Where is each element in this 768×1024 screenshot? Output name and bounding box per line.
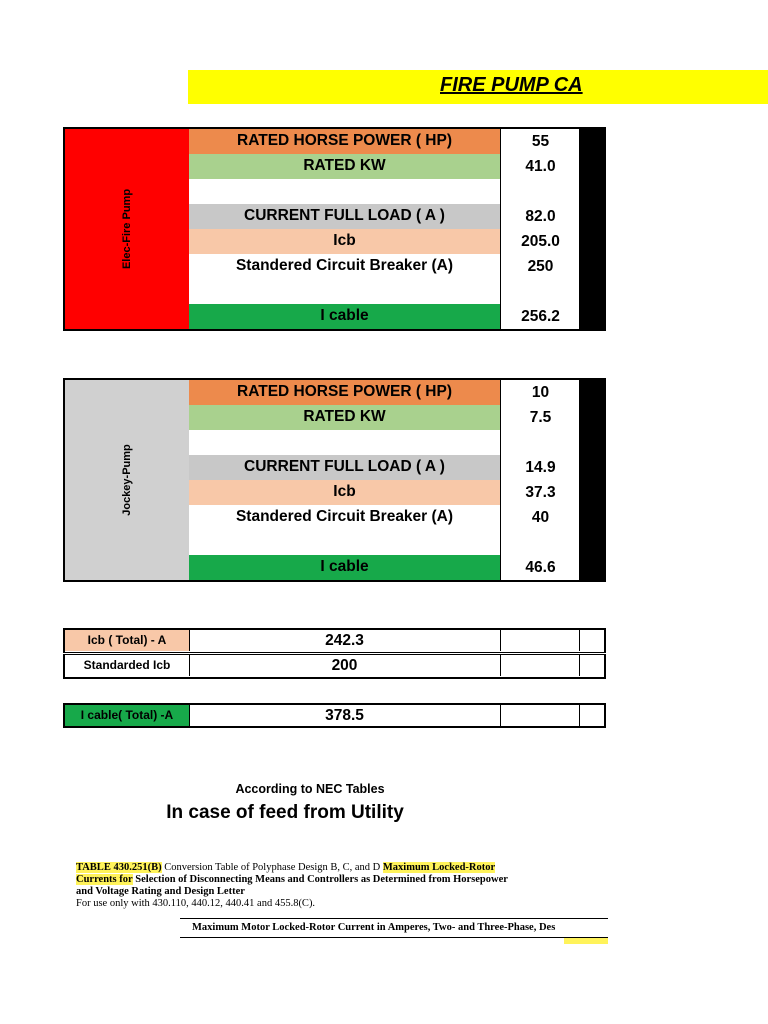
row-value: 250 [500, 254, 580, 280]
icb-total-value: 242.3 [189, 630, 501, 651]
nec-line1-highlight: Maximum Locked-Rotor [382, 862, 496, 873]
row-label: Standered Circuit Breaker (A) [189, 254, 501, 280]
row-label [189, 430, 501, 456]
empty-cell [500, 655, 580, 676]
row-value [500, 179, 580, 205]
empty-cell [579, 705, 606, 726]
table-row [189, 480, 579, 505]
table-row [189, 430, 579, 455]
empty-cell [500, 630, 580, 651]
elec-pump-label-text: Elec-Fire Pump [121, 188, 133, 270]
nec-line1-text: Conversion Table of Polyphase Design B, C, and D [164, 862, 381, 873]
row-value: 7.5 [500, 405, 580, 431]
elec-fire-pump-table [63, 127, 606, 331]
page-title: FIRE PUMP CA [440, 74, 583, 96]
nec-line-2 [76, 874, 508, 886]
nec-line-4: For use only with 430.110, 440.12, 440.41 and 455.8(C). [76, 898, 316, 909]
icable-total-value: 378.5 [189, 705, 501, 726]
row-value: 37.3 [500, 480, 580, 506]
nec-line-3: and Voltage Rating and Design Letter [76, 886, 245, 897]
row-label: Standered Circuit Breaker (A) [189, 505, 501, 531]
row-value: 10 [500, 380, 580, 406]
nec-line-1 [76, 862, 495, 874]
row-label [189, 179, 501, 205]
row-label: I cable [189, 304, 501, 330]
highlight-mark [564, 938, 608, 944]
nec-caption: Maximum Motor Locked-Rotor Current in Amperes, Two- and Three-Phase, Des [192, 922, 556, 933]
row-value: 14.9 [500, 455, 580, 481]
row-label: RATED HORSE POWER ( HP) [189, 129, 501, 155]
jockey-pump-side-label [65, 380, 191, 580]
table-row [189, 530, 579, 555]
table-row [189, 555, 579, 580]
table-row [189, 505, 579, 530]
table-row [189, 279, 579, 304]
table-row [189, 405, 579, 430]
row-value: 41.0 [500, 154, 580, 180]
jockey-pump-table [63, 378, 606, 582]
standarded-icb-row [63, 654, 606, 679]
table-row [189, 304, 579, 329]
row-value [500, 279, 580, 305]
title-bar [188, 70, 768, 104]
standarded-icb-value: 200 [189, 655, 501, 676]
icable-total-row [63, 703, 606, 728]
empty-cell [500, 705, 580, 726]
row-label [189, 279, 501, 305]
row-label: CURRENT FULL LOAD ( A ) [189, 204, 501, 230]
row-value [500, 530, 580, 556]
utility-feed-heading: In case of feed from Utility [166, 802, 404, 823]
standarded-icb-label: Standarded Icb [65, 655, 190, 676]
row-value: 205.0 [500, 229, 580, 255]
row-label [189, 530, 501, 556]
row-label: Icb [189, 480, 501, 506]
icable-total-label: I cable( Total) -A [65, 705, 190, 726]
jockey-pump-label-text: Jockey-Pump [121, 444, 133, 516]
row-label: RATED HORSE POWER ( HP) [189, 380, 501, 406]
table-row [189, 254, 579, 279]
table-row [189, 179, 579, 204]
row-value: 40 [500, 505, 580, 531]
row-value [500, 430, 580, 456]
table-row [189, 204, 579, 229]
row-value: 82.0 [500, 204, 580, 230]
nec-tables-note: According to NEC Tables [235, 782, 385, 796]
table-row [189, 129, 579, 154]
row-label: RATED KW [189, 405, 501, 431]
row-value: 256.2 [500, 304, 580, 330]
divider [180, 937, 608, 938]
table-row [189, 154, 579, 179]
table-row [189, 229, 579, 254]
table-row [189, 380, 579, 405]
elec-pump-side-label [65, 129, 191, 329]
row-value: 55 [500, 129, 580, 155]
table-row [189, 455, 579, 480]
icb-total-row [63, 628, 606, 653]
nec-table-excerpt [72, 858, 608, 948]
divider [180, 918, 608, 919]
row-value: 46.6 [500, 555, 580, 581]
empty-cell [579, 630, 606, 651]
black-column [579, 380, 606, 580]
nec-line2-text: Selection of Disconnecting Means and Controllers as Determined from Horsepower [135, 874, 508, 885]
empty-cell [579, 655, 606, 676]
icb-total-label: Icb ( Total) - A [65, 630, 190, 651]
black-column [579, 129, 606, 329]
row-label: CURRENT FULL LOAD ( A ) [189, 455, 501, 481]
row-label: Icb [189, 229, 501, 255]
nec-line2-highlight: Currents for [76, 874, 133, 885]
nec-table-id: TABLE 430.251(B) [76, 862, 162, 873]
row-label: I cable [189, 555, 501, 581]
row-label: RATED KW [189, 154, 501, 180]
